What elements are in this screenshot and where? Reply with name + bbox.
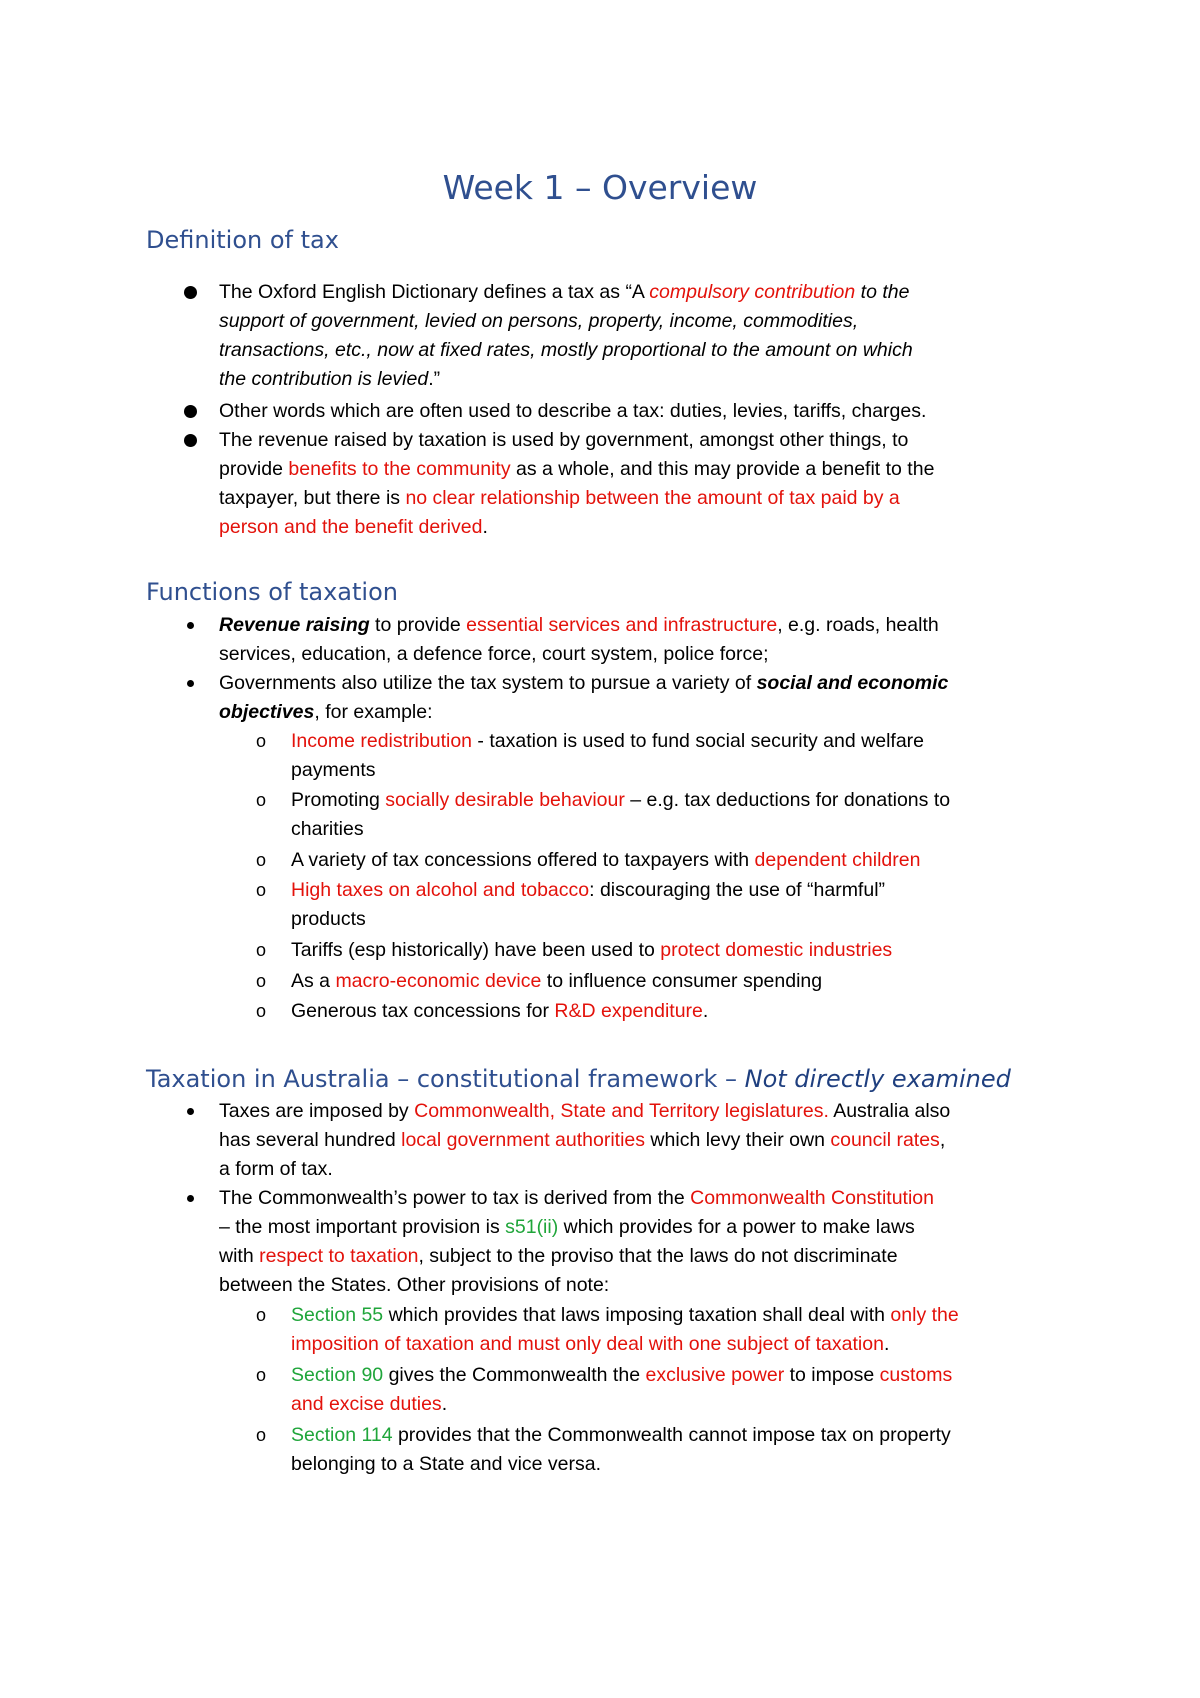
highlight-text: customs	[879, 1364, 953, 1386]
heading-text: Taxation in Australia – constitutional framework –	[146, 1065, 745, 1093]
text-line: payments	[291, 759, 376, 781]
section-reference: s51(ii)	[505, 1216, 559, 1238]
highlight-text: dependent children	[754, 849, 921, 871]
text-line: products	[291, 908, 366, 930]
heading-emphasis: Not directly examined	[744, 1065, 1011, 1093]
text-run: to influence consumer spending	[541, 970, 823, 992]
text-run: as a whole, and this may provide a benefit to the	[510, 458, 935, 480]
text-line: charities	[291, 818, 364, 840]
highlight-text: and excise duties	[291, 1393, 442, 1415]
text-run: , e.g. roads, health	[777, 614, 939, 636]
text-run: which provides for a power to make laws	[558, 1216, 915, 1238]
highlight-text: local government authorities	[401, 1129, 646, 1151]
bullet-icon	[184, 286, 197, 299]
text-run: provides that the Commonwealth cannot impose tax on property	[392, 1424, 951, 1446]
text-run: : discouraging the use of “harmful”	[589, 879, 886, 901]
page-title: Week 1 – Overview	[442, 168, 758, 207]
text-run: – e.g. tax deductions for donations to	[624, 789, 951, 811]
highlight-text: macro-economic device	[335, 970, 542, 992]
section-reference: Section 55	[291, 1304, 384, 1326]
text-run: The Oxford English Dictionary defines a tax as “A	[219, 281, 650, 303]
text-run: which levy their own	[645, 1129, 831, 1151]
bullet-icon	[187, 622, 194, 629]
hollow-circle-icon: o	[256, 940, 267, 960]
bullet-icon	[184, 434, 197, 447]
highlight-text: Commonwealth Constitution	[690, 1187, 934, 1209]
highlight-text: socially desirable behaviour	[385, 789, 625, 811]
text-run: with	[219, 1245, 260, 1267]
text-line: a form of tax.	[219, 1158, 333, 1180]
text-run: .”	[428, 368, 441, 390]
hollow-circle-icon: o	[256, 1425, 267, 1445]
text-run: to provide	[369, 614, 467, 636]
text-run: .	[482, 516, 488, 538]
text-line: support of government, levied on persons, property, income, commodities,	[219, 310, 859, 332]
highlight-text: benefits to the community	[288, 458, 511, 480]
highlight-text: respect to taxation	[259, 1245, 419, 1267]
hollow-circle-icon: o	[256, 1365, 267, 1385]
text-run: to the	[855, 281, 910, 303]
text-run: Taxes are imposed by	[219, 1100, 415, 1122]
text-line: The revenue raised by taxation is used by government, amongst other things, to	[219, 429, 909, 451]
bullet-icon	[187, 680, 194, 687]
text-run: gives the Commonwealth the	[383, 1364, 646, 1386]
section-reference: Section 114	[291, 1424, 393, 1446]
text-run: .	[441, 1393, 448, 1415]
text-line: services, education, a defence force, court system, police force;	[219, 643, 769, 665]
highlight-text: essential services and infrastructure	[466, 614, 778, 636]
heading-definition: Definition of tax	[146, 226, 339, 254]
hollow-circle-icon: o	[256, 971, 267, 991]
emphasis-text: Revenue raising	[219, 614, 370, 636]
highlight-text: person and the benefit derived	[219, 516, 483, 538]
highlight-text: compulsory contribution	[649, 281, 856, 303]
highlight-text: only the	[890, 1304, 959, 1326]
highlight-text: council rates	[830, 1129, 940, 1151]
hollow-circle-icon: o	[256, 790, 267, 810]
text-run: - taxation is used to fund social security and welfare	[472, 730, 925, 752]
hollow-circle-icon: o	[256, 880, 267, 900]
text-run: taxpayer, but there is	[219, 487, 406, 509]
highlight-text: Income redistribution	[291, 730, 473, 752]
text-run: Governments also utilize the tax system to pursue a variety of	[219, 672, 757, 694]
emphasis-text: social and economic	[756, 672, 949, 694]
text-run: As a	[291, 970, 336, 992]
hollow-circle-icon: o	[256, 731, 267, 751]
highlight-text: protect domestic industries	[660, 939, 893, 961]
section-reference: Section 90	[291, 1364, 384, 1386]
text-run: , for example:	[314, 701, 433, 723]
text-run: to impose	[784, 1364, 880, 1386]
bullet-icon	[187, 1108, 194, 1115]
text-run: – the most important provision is	[219, 1216, 506, 1238]
hollow-circle-icon: o	[256, 1001, 267, 1021]
emphasis-text: objectives	[219, 701, 315, 723]
text-run: , subject to the proviso that the laws do not discriminate	[418, 1245, 898, 1267]
heading-australia	[146, 1065, 1011, 1093]
text-run: ,	[939, 1129, 946, 1151]
text-line: belonging to a State and vice versa.	[291, 1453, 602, 1475]
text-run: which provides that laws imposing taxation shall deal with	[383, 1304, 891, 1326]
hollow-circle-icon: o	[256, 1305, 267, 1325]
text-line: between the States. Other provisions of note:	[219, 1274, 610, 1296]
bullet-icon	[184, 405, 197, 418]
bullet-icon	[187, 1195, 194, 1202]
text-line: transactions, etc., now at fixed rates, mostly proportional to the amount on which	[219, 339, 913, 361]
highlight-text: exclusive power	[645, 1364, 785, 1386]
highlight-text: High taxes on alcohol and tobacco	[291, 879, 590, 901]
text-run: has several hundred	[219, 1129, 402, 1151]
text-run: Generous tax concessions for	[291, 1000, 555, 1022]
highlight-text: R&D expenditure	[554, 1000, 703, 1022]
highlight-text: imposition of taxation and must only deal with one subject of taxation	[291, 1333, 884, 1355]
text-run: the contribution is levied	[219, 368, 429, 390]
text-run: Tariffs (esp historically) have been used to	[291, 939, 661, 961]
text-run: .	[702, 1000, 709, 1022]
text-run: .	[883, 1333, 890, 1355]
hollow-circle-icon: o	[256, 850, 267, 870]
text-run: Australia also	[828, 1100, 951, 1122]
text-run: Promoting	[291, 789, 386, 811]
highlight-text: no clear relationship between the amount of tax paid by a	[405, 487, 900, 509]
text-line: Other words which are often used to describe a tax: duties, levies, tariffs, charges.	[219, 400, 927, 422]
text-run: The Commonwealth’s power to tax is derived from the	[219, 1187, 691, 1209]
highlight-text: Commonwealth, State and Territory legislatures.	[414, 1100, 829, 1122]
text-run: A variety of tax concessions offered to taxpayers with	[291, 849, 755, 871]
text-run: provide	[219, 458, 289, 480]
heading-functions: Functions of taxation	[146, 578, 398, 606]
